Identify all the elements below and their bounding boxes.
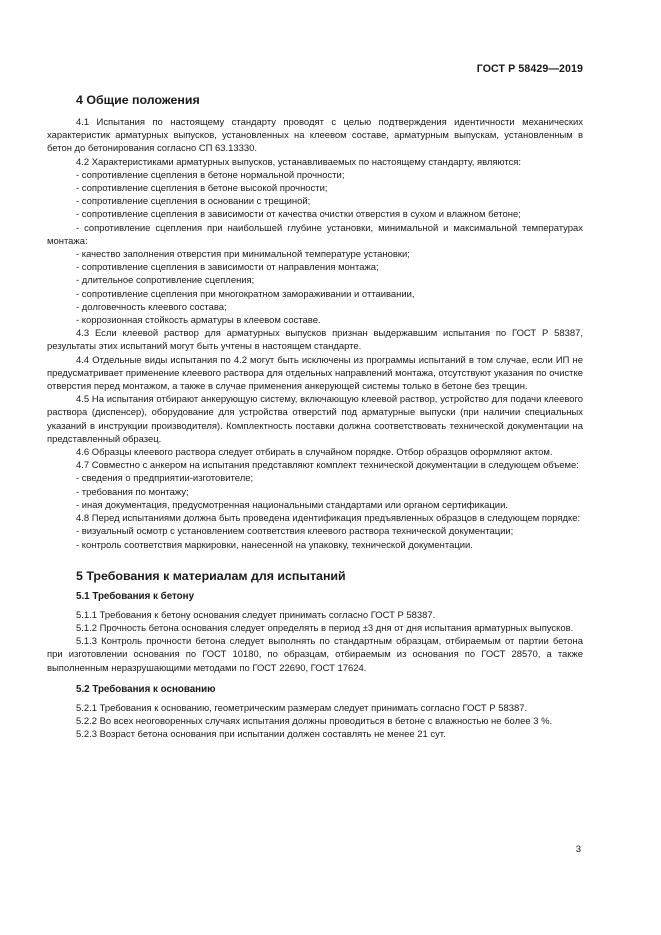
- list-item: - сопротивление сцепления в бетоне высокой прочности;: [76, 183, 328, 195]
- paragraph-4-3: 4.3 Если клеевой раствор для арматурных выпусков признан выдержавшим испытания по ГОСТ Р 58387, результаты этих испытаний могут быть учтены в настоящем стандарте.: [47, 328, 583, 353]
- paragraph-5-2-1: 5.2.1 Требования к основанию, геометрическим размерам следует принимать согласно ГОСТ Р 58387.: [76, 702, 528, 714]
- list-item: - иная документация, предусмотренная национальными стандартами или органом сертификации.: [76, 499, 508, 511]
- paragraph-5-1-1: 5.1.1 Требования к бетону основания следует принимать согласно ГОСТ Р 58387.: [76, 609, 436, 621]
- paragraph-5-2-2: 5.2.2 Во всех неоговоренных случаях испытания должны проводиться в бетоне с влажностью не более 3 %.: [76, 715, 553, 727]
- section-4-title: 4 Общие положения: [76, 93, 200, 107]
- paragraph-4-6: 4.6 Образцы клеевого раствора следует отбирать в случайном порядке. Отбор образцов оформляют актом.: [76, 447, 553, 459]
- subsection-5-2-title: 5.2 Требования к основанию: [76, 683, 216, 695]
- paragraph-5-2-3: 5.2.3 Возраст бетона основания при испытании должен составлять не менее 21 сут.: [76, 729, 446, 741]
- list-item: - сопротивление сцепления при многократном замораживании и оттаивании,: [76, 288, 415, 300]
- list-item: - сопротивление сцепления в основании с трещиной;: [76, 196, 311, 208]
- paragraph-4-7: 4.7 Совместно с анкером на испытания представляют комплект технической документации в следующем объеме:: [76, 460, 579, 472]
- list-item: - сопротивление сцепления при наибольшей глубине установки, минимальной и максимальной температурах монтажа:: [47, 222, 583, 247]
- subsection-5-1-title: 5.1 Требования к бетону: [76, 590, 195, 602]
- list-item: - контроль соответствия маркировки, нанесенной на упаковку, технической документации.: [76, 539, 473, 551]
- paragraph-4-4: 4.4 Отдельные виды испытания по 4.2 могут быть исключены из программы испытаний в том случае, если ИП не предусматривает применение клеевого раствора для отдельных направлений монтажа, отсутствуют указания по очистке отверстия перед монтажом, а также в случае применения анкерующей системы только в бетоне без трещин.: [47, 354, 583, 393]
- list-item: - сопротивление сцепления в зависимости от направления монтажа;: [76, 262, 379, 274]
- paragraph-4-2: 4.2 Характеристиками арматурных выпусков, устанавливаемых по настоящему стандарту, являются:: [76, 156, 522, 168]
- list-item: - сведения о предприятии-изготовителе;: [76, 473, 254, 485]
- standard-header: ГОСТ Р 58429—2019: [476, 63, 583, 75]
- section-5-title: 5 Требования к материалам для испытаний: [76, 568, 346, 583]
- list-item: - качество заполнения отверстия при минимальной температуре установки;: [76, 249, 410, 261]
- page-number: 3: [575, 844, 581, 855]
- list-item: - сопротивление сцепления в бетоне нормальной прочности;: [76, 169, 345, 181]
- paragraph-5-1-2: 5.1.2 Прочность бетона основания следует определять в период ±3 дня от дня испытания арматурных выпусков.: [76, 622, 574, 634]
- paragraph-5-1-3: 5.1.3 Контроль прочности бетона следует выполнять по стандартным образцам, отбираемым от партии бетона при изготовлении основания по ГОСТ 10180, по образцам, отбираемым из основания по ГОСТ 28570, а также выполненным неразрушающими методами по ГОСТ 22690, ГОСТ 17624.: [47, 636, 583, 674]
- paragraph-4-8: 4.8 Перед испытаниями должна быть проведена идентификация предъявленных образцов в следующем порядке:: [76, 513, 581, 525]
- list-item: - долговечность клеевого состава;: [76, 301, 227, 313]
- paragraph-4-1: 4.1 Испытания по настоящему стандарту проводят с целью подтверждения идентичности механических характеристик арматурных выпусков, установленных на клеевом составе, арматурным выпускам, установленным в бетон до бетонирования согласно СП 63.13330.: [47, 117, 583, 155]
- list-item: - визуальный осмотр с установлением соответствия клеевого раствора технической документации;: [76, 526, 514, 538]
- list-item: - сопротивление сцепления в зависимости от качества очистки отверстия в сухом и влажном бетоне;: [76, 209, 521, 221]
- list-item: - требования по монтажу;: [76, 486, 189, 498]
- paragraph-4-5: 4.5 На испытания отбирают анкерующую систему, включающую клеевой раствор, устройство для подачи клеевого раствора (диспенсер), оборудование для устройства отверстий под арматурные выпуски (при наличии специальных указаний в инструкции производителя). Комплектность поставки должна соответствовать технической документации на представленный образец.: [47, 394, 583, 445]
- list-item: - длительное сопротивление сцепления;: [76, 275, 255, 287]
- page-content: [47, 90, 583, 741]
- list-item: - коррозионная стойкость арматуры в клеевом составе.: [76, 315, 321, 327]
